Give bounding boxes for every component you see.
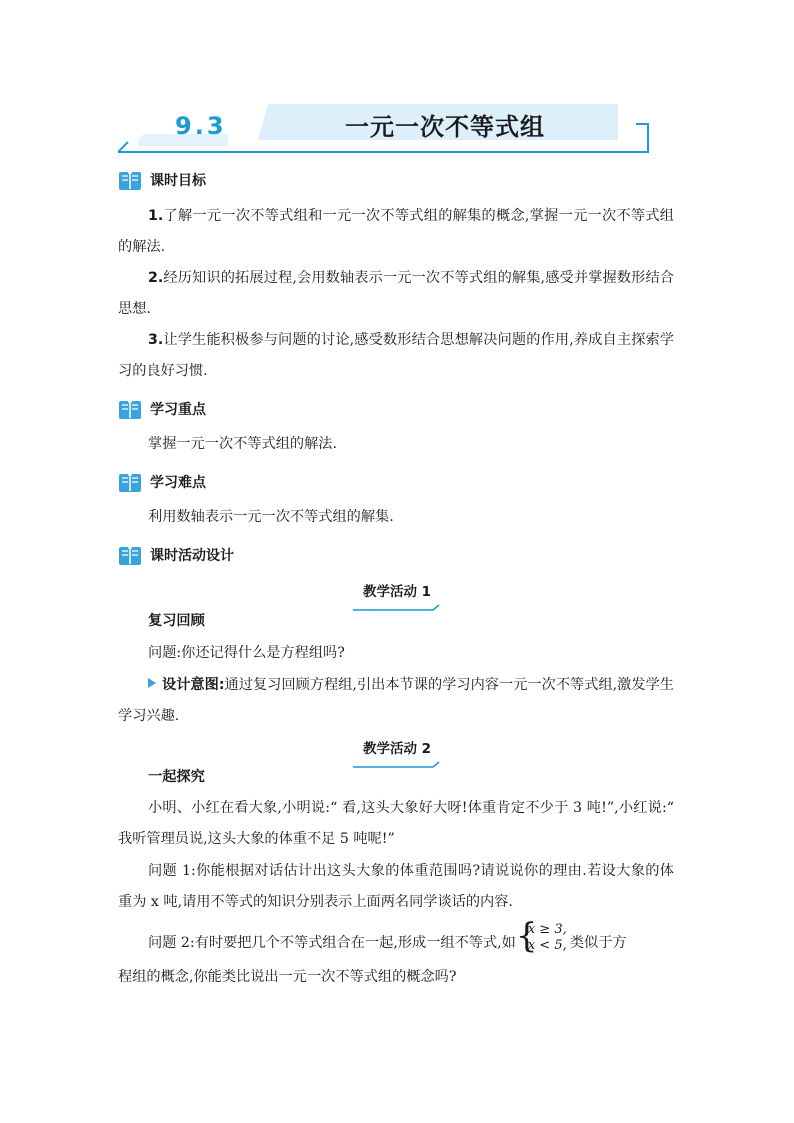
goal-3: 3.让学生能积极参与问题的讨论,感受数形结合思想解决问题的作用,养成自主探索学习的良好习惯.	[118, 332, 674, 379]
activity-1-question: 问题:你还记得什么是方程组吗?	[148, 645, 345, 661]
design-heading	[118, 543, 234, 567]
design-label: 课时活动设计	[150, 548, 234, 564]
activity-1-intent: 设计意图:通过复习回顾方程组,引出本节课的学习内容一元一次不等式组,激发学生学习兴趣.	[118, 677, 674, 724]
activity-2-title: 一起探究	[148, 769, 205, 785]
book-icon	[118, 544, 142, 566]
activity-2-question-2-cont: 程组的概念,你能类比说出一元一次不等式组的概念吗?	[118, 969, 457, 985]
difficult-text: 利用数轴表示一元一次不等式组的解集.	[148, 509, 394, 525]
activity-2-question-2: 问题 2:有时要把几个不等式组合在一起,形成一组不等式,如 { x ≥ 3, x < 5, 类似于方	[148, 916, 627, 956]
activity-1-tag: 教学活动 1	[0, 580, 794, 608]
activity-2-question-1: 问题 1:你能根据对话估计出这头大象的体重范围吗?请说说你的理由.若设大象的体重为 x 吨,请用不等式的知识分别表示上面两名同学谈话的内容.	[118, 863, 674, 910]
activity-underline	[353, 604, 443, 612]
triangle-bullet-icon	[148, 678, 156, 688]
key-text: 掌握一元一次不等式组的解法.	[148, 436, 337, 452]
inequality-system: { x ≥ 3, x < 5,	[515, 916, 567, 956]
book-icon	[118, 169, 142, 191]
difficult-label: 学习难点	[150, 475, 206, 491]
activity-2-story: 小明、小红在看大象,小明说:“ 看,这头大象好大呀!体重肯定不少于 3 吨!”,小红说:“ 我听管理员说,这头大象的体重不足 5 吨呢!”	[118, 800, 674, 847]
book-icon	[118, 471, 142, 493]
goals-heading	[118, 168, 206, 192]
difficult-heading	[118, 470, 206, 494]
section-number: 9.3	[175, 112, 227, 140]
activity-1-title: 复习回顾	[148, 613, 205, 629]
goal-1: 1.了解一元一次不等式组和一元一次不等式组的解集的概念,掌握一元一次不等式组的解法.	[118, 208, 674, 255]
key-heading	[118, 397, 206, 421]
goals-label: 课时目标	[150, 173, 206, 189]
activity-underline	[353, 761, 443, 769]
goal-2: 2.经历知识的拓展过程,会用数轴表示一元一次不等式组的解集,感受并掌握数形结合思想.	[118, 270, 674, 317]
book-icon	[118, 398, 142, 420]
key-label: 学习重点	[150, 402, 206, 418]
activity-2-tag: 教学活动 2	[0, 737, 794, 765]
section-title: 一元一次不等式组	[345, 113, 545, 141]
